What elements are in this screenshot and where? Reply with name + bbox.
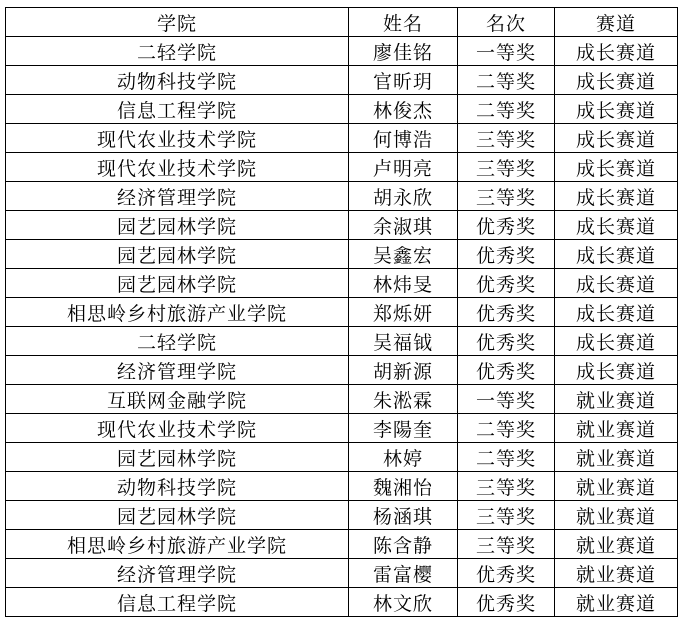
table-row bbox=[6, 37, 678, 66]
cell-rank: 三等奖 bbox=[458, 153, 555, 182]
cell-name: 陈含静 bbox=[349, 530, 458, 559]
cell-name: 郑烁妍 bbox=[349, 298, 458, 327]
cell-rank: 优秀奖 bbox=[458, 559, 555, 588]
cell-name: 林婷 bbox=[349, 443, 458, 472]
cell-name: 吴鑫宏 bbox=[349, 240, 458, 269]
table-row bbox=[6, 414, 678, 443]
cell-name: 胡新源 bbox=[349, 356, 458, 385]
cell-college: 二轻学院 bbox=[6, 327, 349, 356]
cell-college: 动物科技学院 bbox=[6, 472, 349, 501]
cell-name: 朱淞霖 bbox=[349, 385, 458, 414]
cell-track: 成长赛道 bbox=[555, 95, 678, 124]
table-row bbox=[6, 501, 678, 530]
cell-track: 就业赛道 bbox=[555, 559, 678, 588]
cell-college: 园艺园林学院 bbox=[6, 269, 349, 298]
cell-name: 卢明亮 bbox=[349, 153, 458, 182]
cell-college: 动物科技学院 bbox=[6, 66, 349, 95]
header-track: 赛道 bbox=[555, 8, 678, 37]
cell-rank: 三等奖 bbox=[458, 472, 555, 501]
cell-rank: 二等奖 bbox=[458, 443, 555, 472]
cell-college: 现代农业技术学院 bbox=[6, 124, 349, 153]
cell-rank: 一等奖 bbox=[458, 385, 555, 414]
cell-name: 林俊杰 bbox=[349, 95, 458, 124]
cell-name: 胡永欣 bbox=[349, 182, 458, 211]
cell-track: 就业赛道 bbox=[555, 443, 678, 472]
cell-name: 廖佳铭 bbox=[349, 37, 458, 66]
cell-rank: 优秀奖 bbox=[458, 588, 555, 617]
table-row bbox=[6, 588, 678, 617]
cell-rank: 三等奖 bbox=[458, 530, 555, 559]
cell-college: 经济管理学院 bbox=[6, 356, 349, 385]
cell-track: 成长赛道 bbox=[555, 37, 678, 66]
cell-name: 杨涵琪 bbox=[349, 501, 458, 530]
table-row bbox=[6, 66, 678, 95]
cell-college: 园艺园林学院 bbox=[6, 443, 349, 472]
cell-track: 成长赛道 bbox=[555, 269, 678, 298]
cell-track: 成长赛道 bbox=[555, 298, 678, 327]
cell-name: 林炜旻 bbox=[349, 269, 458, 298]
cell-college: 互联网金融学院 bbox=[6, 385, 349, 414]
cell-track: 就业赛道 bbox=[555, 414, 678, 443]
table-body bbox=[6, 37, 678, 617]
cell-rank: 优秀奖 bbox=[458, 327, 555, 356]
cell-college: 现代农业技术学院 bbox=[6, 414, 349, 443]
cell-name: 李陽奎 bbox=[349, 414, 458, 443]
table-row bbox=[6, 153, 678, 182]
cell-college: 经济管理学院 bbox=[6, 559, 349, 588]
table-row bbox=[6, 327, 678, 356]
cell-track: 成长赛道 bbox=[555, 124, 678, 153]
cell-track: 成长赛道 bbox=[555, 66, 678, 95]
cell-college: 二轻学院 bbox=[6, 37, 349, 66]
table-row bbox=[6, 182, 678, 211]
cell-college: 园艺园林学院 bbox=[6, 240, 349, 269]
table-row bbox=[6, 240, 678, 269]
cell-college: 园艺园林学院 bbox=[6, 501, 349, 530]
cell-rank: 三等奖 bbox=[458, 124, 555, 153]
cell-rank: 二等奖 bbox=[458, 414, 555, 443]
cell-track: 就业赛道 bbox=[555, 385, 678, 414]
cell-track: 就业赛道 bbox=[555, 501, 678, 530]
cell-track: 成长赛道 bbox=[555, 182, 678, 211]
cell-rank: 优秀奖 bbox=[458, 240, 555, 269]
table-row bbox=[6, 211, 678, 240]
table-row bbox=[6, 95, 678, 124]
cell-rank: 优秀奖 bbox=[458, 356, 555, 385]
cell-track: 就业赛道 bbox=[555, 472, 678, 501]
cell-rank: 一等奖 bbox=[458, 37, 555, 66]
table-row bbox=[6, 559, 678, 588]
cell-track: 就业赛道 bbox=[555, 530, 678, 559]
cell-track: 成长赛道 bbox=[555, 211, 678, 240]
cell-college: 园艺园林学院 bbox=[6, 211, 349, 240]
table-row bbox=[6, 269, 678, 298]
cell-college: 信息工程学院 bbox=[6, 95, 349, 124]
cell-track: 成长赛道 bbox=[555, 356, 678, 385]
table-header-row bbox=[6, 8, 678, 37]
header-college: 学院 bbox=[6, 8, 349, 37]
cell-name: 官昕玥 bbox=[349, 66, 458, 95]
table-row bbox=[6, 356, 678, 385]
cell-rank: 二等奖 bbox=[458, 95, 555, 124]
header-name: 姓名 bbox=[349, 8, 458, 37]
cell-track: 成长赛道 bbox=[555, 240, 678, 269]
cell-rank: 三等奖 bbox=[458, 182, 555, 211]
cell-name: 吴福钺 bbox=[349, 327, 458, 356]
table-row bbox=[6, 298, 678, 327]
cell-college: 现代农业技术学院 bbox=[6, 153, 349, 182]
cell-college: 相思岭乡村旅游产业学院 bbox=[6, 530, 349, 559]
cell-name: 魏湘怡 bbox=[349, 472, 458, 501]
cell-name: 余淑琪 bbox=[349, 211, 458, 240]
table-row bbox=[6, 472, 678, 501]
cell-college: 相思岭乡村旅游产业学院 bbox=[6, 298, 349, 327]
cell-name: 何博浩 bbox=[349, 124, 458, 153]
cell-college: 经济管理学院 bbox=[6, 182, 349, 211]
table-row bbox=[6, 443, 678, 472]
award-results-table bbox=[5, 7, 678, 617]
cell-name: 雷富樱 bbox=[349, 559, 458, 588]
header-rank: 名次 bbox=[458, 8, 555, 37]
cell-college: 信息工程学院 bbox=[6, 588, 349, 617]
cell-name: 林文欣 bbox=[349, 588, 458, 617]
table-row bbox=[6, 530, 678, 559]
cell-rank: 优秀奖 bbox=[458, 211, 555, 240]
cell-rank: 二等奖 bbox=[458, 66, 555, 95]
table-row bbox=[6, 124, 678, 153]
cell-rank: 优秀奖 bbox=[458, 269, 555, 298]
cell-track: 成长赛道 bbox=[555, 327, 678, 356]
cell-rank: 三等奖 bbox=[458, 501, 555, 530]
cell-rank: 优秀奖 bbox=[458, 298, 555, 327]
cell-track: 就业赛道 bbox=[555, 588, 678, 617]
table-row bbox=[6, 385, 678, 414]
cell-track: 成长赛道 bbox=[555, 153, 678, 182]
